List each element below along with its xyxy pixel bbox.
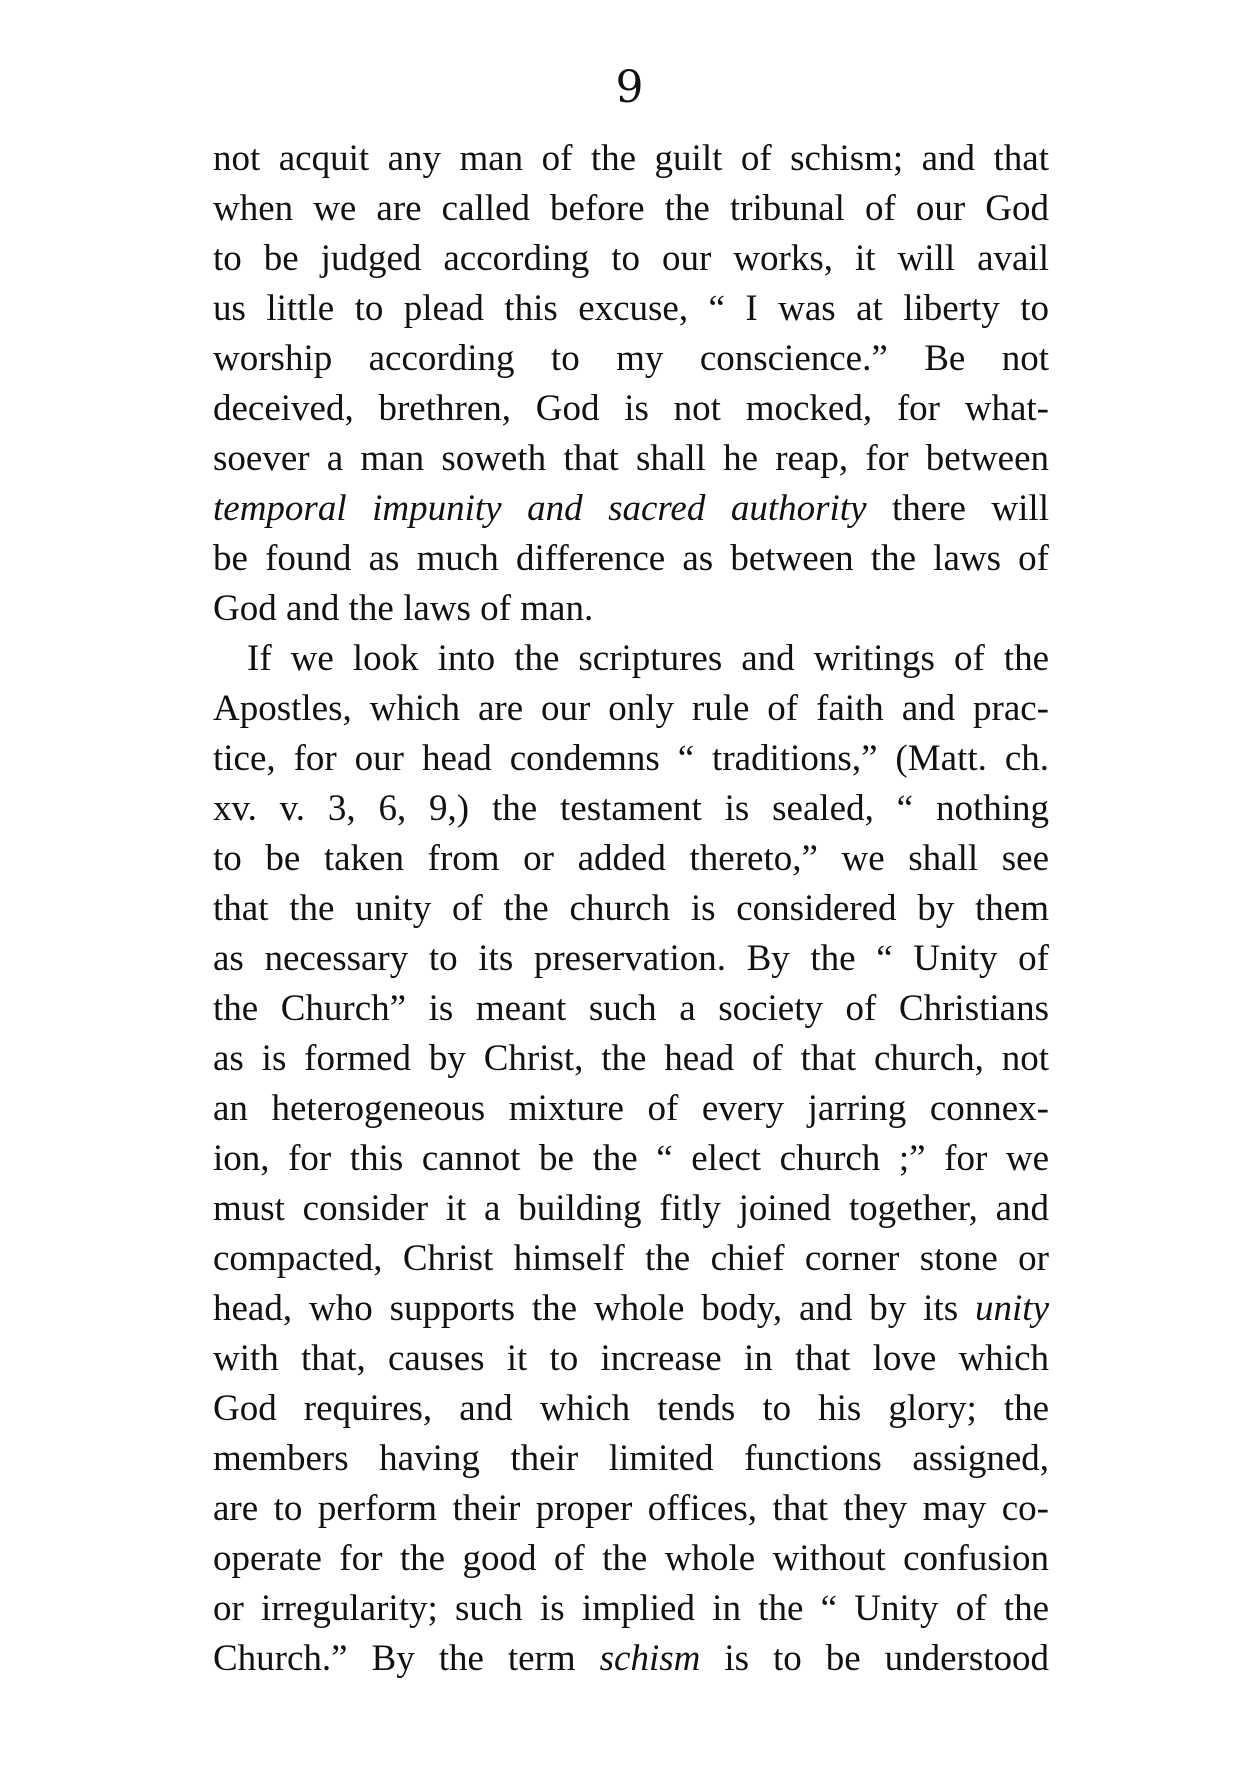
paragraph-1 [213, 134, 1049, 634]
italic-word: unity [975, 1288, 1049, 1329]
text-line: God requires, and which tends to his glory; the [213, 1388, 1049, 1429]
text-line: with that, causes it to increase in that love which [213, 1338, 1049, 1379]
text-fragment: Church.” By the term [213, 1638, 600, 1679]
text-line: operate for the good of the whole without confusion [213, 1538, 1049, 1579]
text-line: xv. v. 3, 6, 9,) the testament is sealed, “ nothing [213, 788, 1049, 829]
paragraph-2 [213, 634, 1049, 1684]
text-fragment: head, who supports the whole body, and by its [213, 1288, 976, 1329]
text-line: us little to plead this excuse, “ I was at liberty to [213, 288, 1049, 329]
text-line: are to perform their proper offices, that they may co- [213, 1488, 1049, 1529]
text-line: soever a man soweth that shall he reap, for between [213, 438, 1049, 479]
text-line: members having their limited functions assigned, [213, 1438, 1049, 1479]
text-line: an heterogeneous mixture of every jarring connex- [213, 1088, 1049, 1129]
text-line: to be taken from or added thereto,” we shall see [213, 838, 1049, 879]
text-line: to be judged according to our works, it will avail [213, 238, 1049, 279]
text-line [213, 1284, 1049, 1334]
text-line: or irregularity; such is implied in the “ Unity of the [213, 1588, 1049, 1629]
italic-word: schism [599, 1638, 701, 1679]
text-line: be found as much difference as between the laws of [213, 538, 1049, 579]
text-line: as is formed by Christ, the head of that church, not [213, 1038, 1049, 1079]
text-line: the Church” is meant such a society of Christians [213, 988, 1049, 1029]
text-line: deceived, brethren, God is not mocked, for what- [213, 388, 1049, 429]
text-fragment: there will [866, 488, 1049, 529]
text-line: worship according to my conscience.” Be not [213, 338, 1049, 379]
body-text [213, 134, 1049, 1684]
text-line: If we look into the scriptures and writings of the [247, 638, 1049, 679]
text-line: ion, for this cannot be the “ elect church ;” for we [213, 1138, 1049, 1179]
text-line [213, 484, 1049, 534]
text-line: tice, for our head condemns “ traditions,” (Matt. ch. [213, 738, 1049, 779]
text-line: when we are called before the tribunal of our God [213, 188, 1049, 229]
text-line [213, 1634, 1049, 1684]
text-line: that the unity of the church is considered by them [213, 888, 1049, 929]
page-number: 9 [615, 62, 644, 113]
text-line: God and the laws of man. [213, 588, 594, 629]
italic-phrase: temporal impunity and sacred authority [213, 488, 867, 529]
text-fragment: is to be understood [700, 1638, 1049, 1679]
text-line: must consider it a building fitly joined together, and [213, 1188, 1049, 1229]
text-line: as necessary to its preservation. By the “ Unity of [213, 938, 1049, 979]
text-line: Apostles, which are our only rule of faith and prac- [213, 688, 1049, 729]
text-line: not acquit any man of the guilt of schism; and that [213, 138, 1049, 179]
text-line: compacted, Christ himself the chief corner stone or [213, 1238, 1049, 1279]
